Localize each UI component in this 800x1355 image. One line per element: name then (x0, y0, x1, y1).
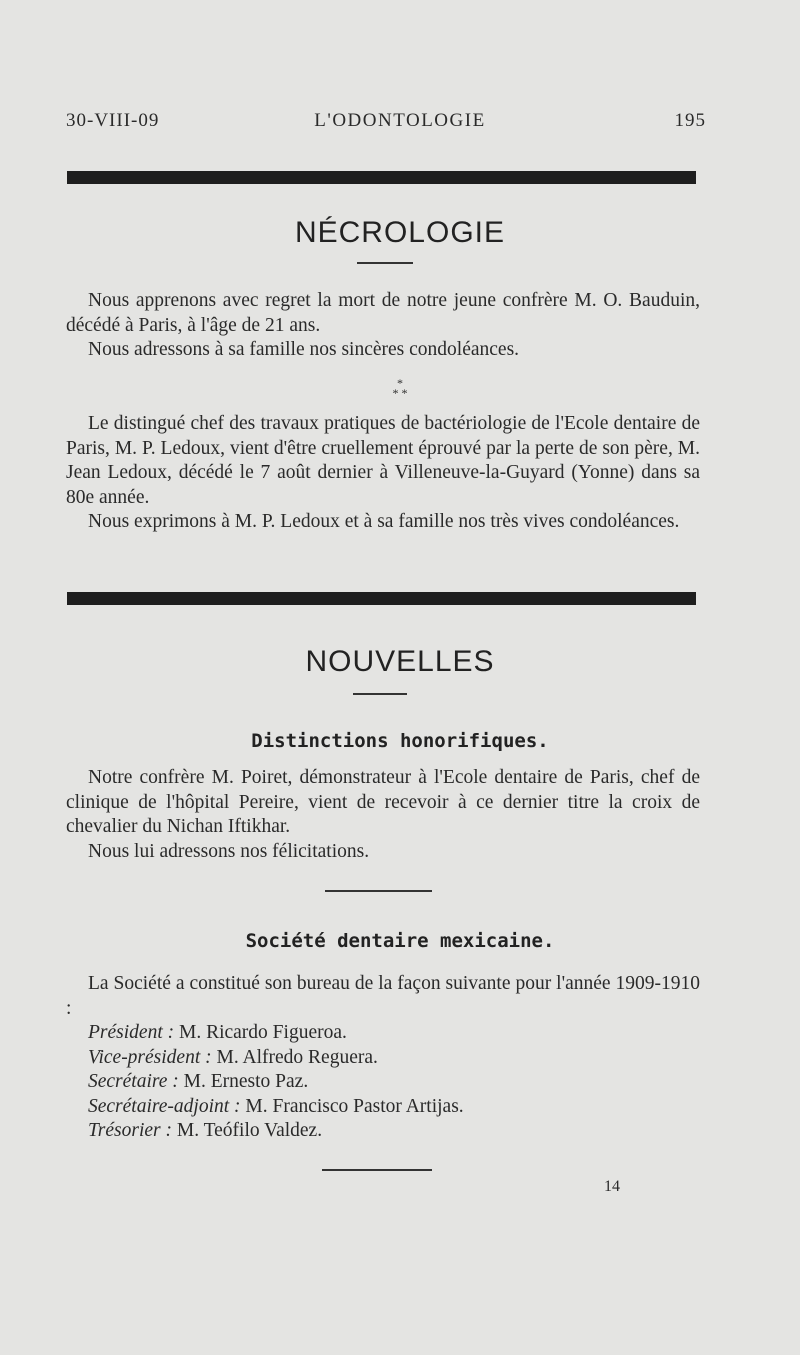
officer-row (66, 1046, 700, 1071)
nouvelles-title-rule (353, 693, 407, 695)
distinctions-paragraph: Nous lui adressons nos félicitations. (88, 840, 370, 862)
distinctions-paragraph: Notre confrère M. Poiret, démonstrateur à l'Ecole dentaire de Paris, chef de clinique de l'hôpital Pereire, vient de recevoir à ce dernier titre la croix de chevalier du Nichan Iftikhar. (66, 767, 700, 837)
officer-row (66, 1070, 700, 1095)
asterism-top: * (397, 376, 403, 390)
separator-rule (325, 890, 432, 892)
necrologie-title-rule (357, 262, 413, 264)
officer-row (66, 1021, 700, 1046)
end-rule (322, 1169, 432, 1171)
necrologie-paragraph: Nous adressons à sa famille nos sincères condoléances. (88, 339, 520, 360)
officer-role: Secrétaire : (88, 1071, 179, 1092)
necrologie-paragraph: Le distingué chef des travaux pratiques de bactériologie de l'Ecole dentaire de Paris, M. P. Ledoux, vient d'être cruellement éprouvé par la perte de son père, M. Jean Ledoux, décédé le 7 août dernier à Villeneuve-la-Guyard (Yonne) dans sa 80e année. (66, 413, 700, 508)
issue-date: 30-VIII-09 (66, 110, 160, 131)
necrologie-block-1 (66, 289, 700, 363)
signature-mark: 14 (604, 1178, 620, 1195)
asterism-bottom: * * (392, 386, 408, 400)
page-number: 195 (674, 110, 706, 131)
officer-role: Trésorier : (88, 1120, 172, 1141)
officer-role: Président : (88, 1022, 175, 1043)
societe-block (66, 972, 700, 1144)
officer-name: M. Alfredo Reguera. (216, 1046, 378, 1068)
section-divider-rule (67, 592, 696, 605)
officer-name: M. Teófilo Valdez. (176, 1120, 323, 1141)
officer-name: M. Ricardo Figueroa. (178, 1022, 347, 1043)
asterism (0, 378, 800, 398)
officer-row (66, 1095, 700, 1120)
societe-intro: La Société a constitué son bureau de la façon suivante pour l'année 1909-1910 : (66, 973, 700, 1019)
societe-heading: Société dentaire mexicaine. (245, 930, 555, 952)
journal-title: L'ODONTOLOGIE (314, 110, 486, 131)
officer-role: Secrétaire-adjoint : (88, 1095, 241, 1117)
necrologie-paragraph: Nous exprimons à M. P. Ledoux et à sa famille nos très vives condoléances. (88, 511, 680, 532)
officer-name: M. Francisco Pastor Artijas. (245, 1095, 464, 1117)
necrologie-block-2 (66, 412, 700, 535)
top-rule (67, 171, 696, 184)
necrologie-paragraph: Nous apprenons avec regret la mort de notre jeune confrère M. O. Bauduin, décédé à Paris, à l'âge de 21 ans. (66, 290, 700, 336)
necrologie-title: NÉCROLOGIE (294, 216, 506, 249)
officer-role: Vice-président : (88, 1046, 212, 1068)
distinctions-heading: Distinctions honorifiques. (251, 730, 549, 752)
officer-row (66, 1119, 700, 1144)
officer-name: M. Ernesto Paz. (183, 1071, 309, 1092)
nouvelles-title: NOUVELLES (305, 645, 495, 678)
distinctions-block (66, 766, 700, 864)
